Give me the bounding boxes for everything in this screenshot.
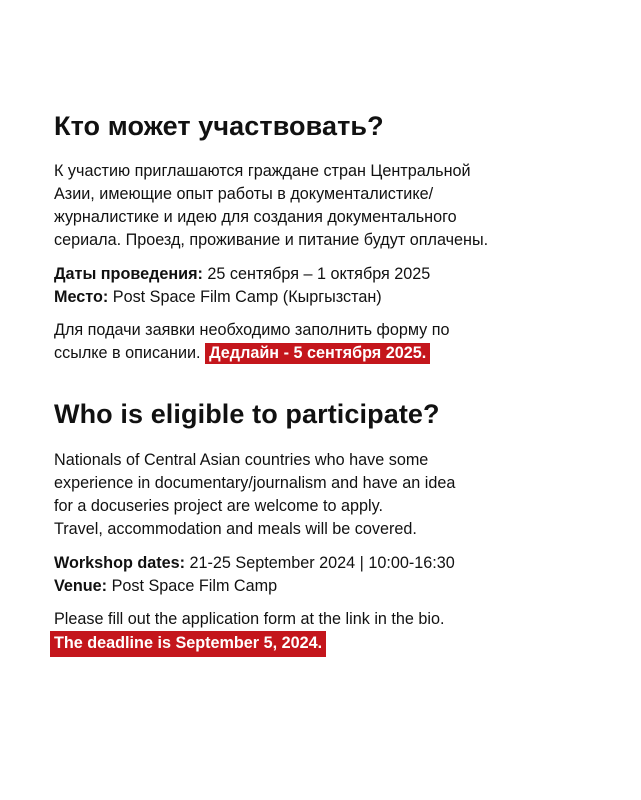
details-english [54, 552, 614, 598]
dates-value: 21-25 September 2024 | 10:00-16:30 [185, 554, 455, 572]
intro-russian [54, 160, 614, 252]
deadline-row [54, 631, 614, 657]
section-russian [54, 110, 614, 365]
apply-line-with-deadline [54, 342, 614, 365]
details-russian [54, 263, 614, 309]
apply-russian [54, 319, 614, 365]
venue-row [54, 575, 614, 598]
heading-english: Who is eligible to participate? [54, 399, 440, 429]
venue-label: Venue: [54, 577, 108, 595]
dates-label: Workshop dates: [54, 554, 186, 572]
intro-line: experience in documentary/journalism and have an idea [54, 474, 456, 492]
apply-line: Please fill out the application form at the link in the bio. [54, 610, 445, 628]
intro-line: for a docuseries project are welcome to apply. [54, 497, 384, 515]
venue-value: Post Space Film Camp (Кыргызстан) [108, 288, 382, 306]
heading-russian: Кто может участвовать? [54, 111, 384, 141]
apply-english [54, 608, 614, 657]
apply-line: Для подачи заявки необходимо заполнить форму по [54, 321, 450, 339]
venue-label: Место: [54, 288, 109, 306]
intro-line: Travel, accommodation and meals will be covered. [54, 520, 417, 538]
section-english [54, 398, 614, 657]
dates-value: 25 сентября – 1 октября 2025 [202, 265, 431, 283]
intro-line: сериала. Проезд, проживание и питание будут оплачены. [54, 231, 489, 249]
dates-row [54, 263, 614, 286]
intro-line: Азии, имеющие опыт работы в документалистике/ [54, 185, 434, 203]
intro-line: журналистике и идею для создания документального [54, 208, 457, 226]
intro-line: Nationals of Central Asian countries who have some [54, 451, 429, 469]
dates-label: Даты проведения: [54, 265, 203, 283]
apply-line: ссылке в описании. [54, 344, 201, 362]
deadline-badge: Дедлайн - 5 сентября 2025. [205, 343, 430, 364]
intro-english [54, 449, 614, 541]
venue-value: Post Space Film Camp [107, 577, 278, 595]
venue-row [54, 286, 614, 309]
intro-line: К участию приглашаются граждане стран Центральной [54, 162, 471, 180]
deadline-badge: The deadline is September 5, 2024. [50, 631, 326, 657]
dates-row [54, 552, 614, 575]
